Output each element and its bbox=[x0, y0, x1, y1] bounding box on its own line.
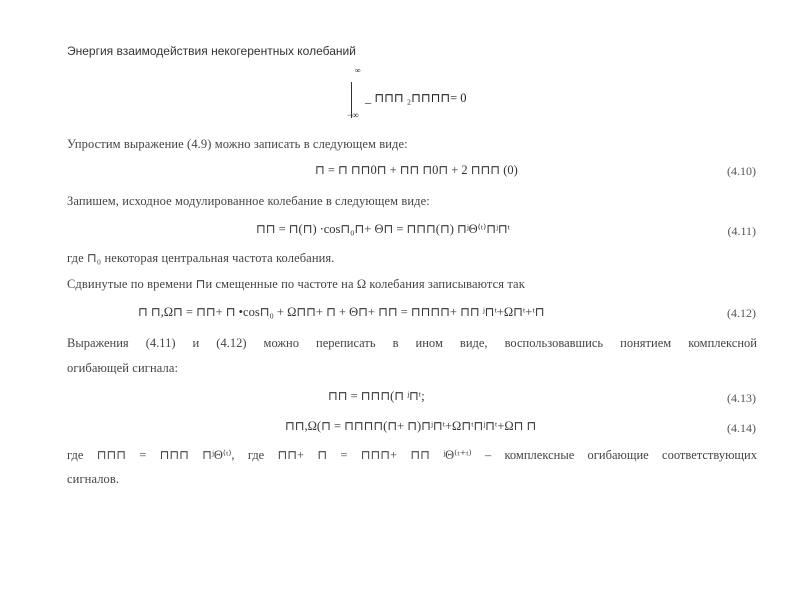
paragraph-6-line-1: где ⊓⊓⊓ = ⊓⊓⊓ ⊓ʲΘ⁽ᵗ⁾, где ⊓⊓+ ⊓ = ⊓⊓⊓+ ⊓⊓ ʲΘ⁽ᵗ⁺ᵗ⁾ – комплексные огибающие соответствующих bbox=[67, 448, 757, 462]
integral-expression: _ ⊓⊓⊓ ₂⊓⊓⊓⊓= 0 bbox=[365, 91, 467, 105]
equation-number-4-12: (4.12) bbox=[727, 306, 756, 320]
paragraph-3: где ⊓₀ некоторая центральная частота колебания. bbox=[67, 251, 335, 265]
equation-number-4-10: (4.10) bbox=[727, 164, 756, 178]
paragraph-2: Запишем, исходное модулированное колебание в следующем виде: bbox=[67, 194, 430, 208]
paragraph-5-line-2: огибающей сигнала: bbox=[67, 361, 179, 375]
equation-number-4-11: (4.11) bbox=[727, 224, 756, 238]
equation-4-12: ⊓ ⊓,Ω⊓ = ⊓⊓+ ⊓ •cos⊓₀ + Ω⊓⊓+ ⊓ + Θ⊓+ ⊓⊓ = ⊓⊓⊓⊓+ ⊓⊓ ʲ⊓ᵗ+Ω⊓ᵗ+ᵗ⊓ bbox=[138, 305, 545, 319]
paragraph-6-line-2: сигналов. bbox=[67, 472, 120, 486]
integral-upper-limit: ∞ bbox=[355, 66, 361, 75]
paragraph-1: Упростим выражение (4.9) можно записать в следующем виде: bbox=[67, 137, 408, 151]
paragraph-4: Сдвинутые по времени ⊓и смещенные по частоте на Ω колебания записываются так bbox=[67, 277, 525, 291]
equation-4-14: ⊓⊓,Ω(⊓ = ⊓⊓⊓⊓(⊓+ ⊓)⊓ʲ⊓ᵗ+Ω⊓ᵗ⊓ʲ⊓ᵗ+Ω⊓ ⊓ bbox=[285, 419, 537, 433]
section-title: Энергия взаимодействия некогерентных колебаний bbox=[67, 44, 356, 58]
equation-4-11: ⊓⊓ = ⊓(⊓) ⋅cos⊓₀⊓+ Θ⊓ = ⊓⊓⊓(⊓) ⊓ʲΘ⁽ᵗ⁾⊓ʲ⊓ᵗ bbox=[256, 222, 511, 236]
equation-4-13: ⊓⊓ = ⊓⊓⊓(⊓ ʲ⊓ᵗ; bbox=[328, 389, 425, 403]
paragraph-5-line-1: Выражения (4.11) и (4.12) можно переписать в ином виде, воспользовавшись понятием комплексной bbox=[67, 336, 757, 350]
equation-4-10: ⊓ = ⊓ ⊓⊓0⊓ + ⊓⊓ ⊓0⊓ + 2 ⊓⊓⊓ (0) bbox=[315, 163, 518, 177]
integral-lower-limit: −∞ bbox=[347, 110, 359, 120]
equation-number-4-13: (4.13) bbox=[727, 391, 756, 405]
integral-equation bbox=[345, 64, 495, 126]
equation-number-4-14: (4.14) bbox=[727, 421, 756, 435]
